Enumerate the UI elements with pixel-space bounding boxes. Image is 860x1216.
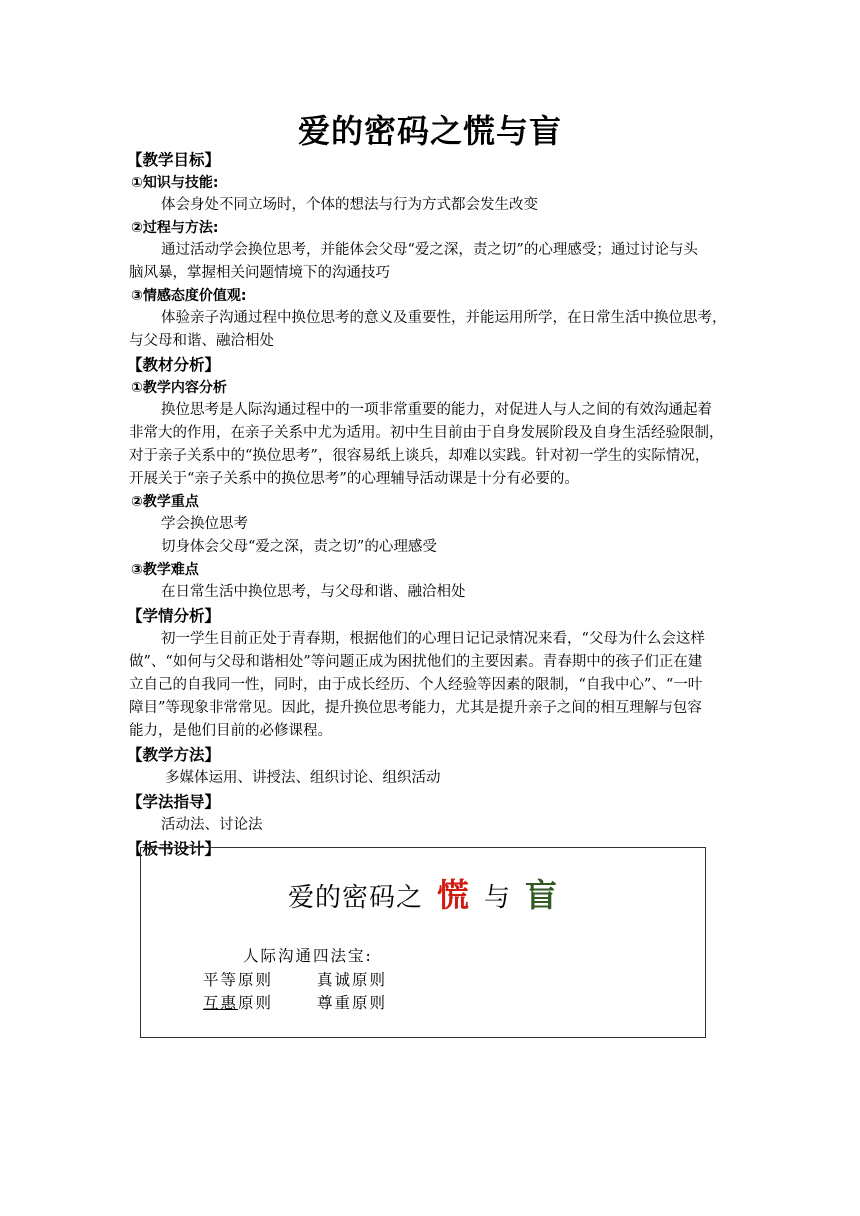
paragraph-line: 立自己的自我同一性，同时，由于成长经历、个人经验等因素的限制，“自我中心”、“一叶 [129, 677, 703, 693]
paragraph-line: 体验亲子沟通过程中换位思考的意义及重要性，并能运用所学，在日常生活中换位思考， [161, 310, 727, 326]
section-heading-method: 【教学方法】 [127, 746, 221, 764]
list-item: 切身体会父母“爱之深，责之切”的心理感受 [161, 539, 437, 555]
subheading-emotion: ③情感态度价值观: [131, 288, 247, 304]
paragraph-line: 对于亲子关系中的“换位思考”，很容易纸上谈兵，却难以实践。针对初一学生的实际情况， [129, 448, 710, 464]
paragraph-line: 通过活动学会换位思考，并能体会父母“爱之深，责之切”的心理感受；通过讨论与头 [161, 242, 698, 258]
paragraph-line: 与父母和谐、融洽相处 [129, 333, 274, 349]
board-principle-sincerity: 真诚原则 [317, 971, 388, 989]
section-heading-material: 【教材分析】 [127, 356, 221, 374]
blackboard-design-box [140, 847, 706, 1038]
board-title-prefix: 爱的密码之 [287, 883, 423, 913]
subheading-process: ②过程与方法: [131, 220, 219, 236]
underlined-text: 互惠 [203, 994, 239, 1012]
page-title: 爱的密码之慌与盲 [297, 112, 562, 150]
paragraph-line: 开展关于“亲子关系中的换位思考”的心理辅导活动课是十分有必要的。 [129, 471, 579, 487]
paragraph: 活动法、讨论法 [161, 817, 263, 833]
document-body [129, 148, 729, 861]
paragraph-line: 初一学生目前正处于青春期，根据他们的心理日记记录情况来看，“父母为什么会这样 [161, 631, 705, 647]
subheading-content: ①教学内容分析 [131, 380, 227, 396]
paragraph-line: 障目”等现象非常常见。因此，提升换位思考能力，尤其是提升亲子之间的相互理解与包容 [129, 700, 702, 716]
section-heading-guide: 【学法指导】 [127, 793, 221, 811]
paragraph-line: 非常大的作用，在亲子关系中尤为适用。初中生目前由于自身发展阶段及自身生活经验限制， [129, 425, 724, 441]
paragraph-line: 能力，是他们目前的必修课程。 [129, 723, 332, 739]
board-principle-reciprocity [203, 991, 273, 1013]
paragraph-line: 换位思考是人际沟通过程中的一项非常重要的能力，对促进人与人之间的有效沟通起着 [161, 402, 712, 418]
subheading-difficult: ③教学难点 [131, 562, 199, 578]
section-heading-students: 【学情分析】 [127, 607, 221, 625]
board-principle-equality: 平等原则 [203, 971, 274, 989]
board-subtitle: 人际沟通四法宝: [243, 947, 373, 965]
paragraph: 体会身处不同立场时，个体的想法与行为方式都会发生改变 [161, 197, 538, 213]
list-item: 学会换位思考 [161, 516, 248, 532]
board-title-highlight-panic: 慌 [436, 876, 470, 914]
board-title-and: 与 [484, 883, 512, 913]
subheading-key: ②教学重点 [131, 494, 199, 510]
paragraph-line: 做”、“如何与父母和谐相处”等问题正成为困扰他们的主要因素。青春期中的孩子们正在建 [129, 654, 703, 670]
section-heading-goals: 【教学目标】 [127, 151, 221, 169]
list-item: 在日常生活中换位思考，与父母和谐、融洽相处 [161, 584, 466, 600]
board-title-highlight-blind: 盲 [525, 876, 559, 914]
subheading-knowledge: ①知识与技能: [131, 175, 219, 191]
board-principle-respect: 尊重原则 [317, 994, 388, 1012]
paragraph: 多媒体运用、讲授法、组织讨论、组织活动 [165, 770, 441, 786]
board-principle-suffix: 原则 [238, 994, 274, 1012]
section-heading-board: 【板书设计】 [127, 840, 221, 858]
paragraph-line: 脑风暴，掌握相关问题情境下的沟通技巧 [129, 265, 390, 281]
board-title [141, 870, 705, 916]
